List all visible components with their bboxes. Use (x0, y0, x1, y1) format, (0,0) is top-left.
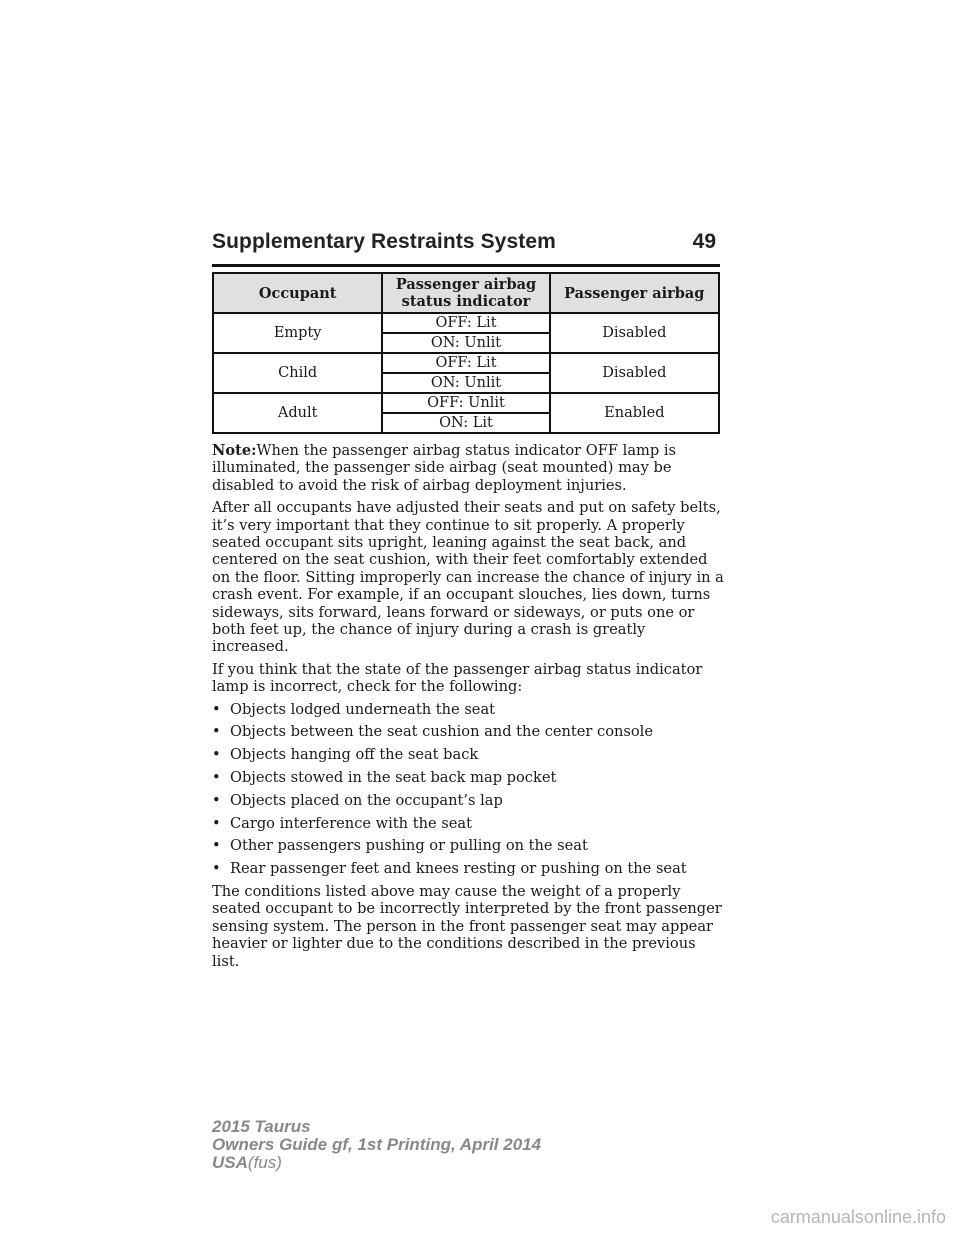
list-item-text: Objects placed on the occupant’s lap (230, 791, 503, 809)
airbag-status-table (212, 272, 720, 434)
body-text (212, 442, 724, 975)
list-item-text: Rear passenger feet and knees resting or pushing on the seat (230, 860, 687, 878)
list-item (212, 792, 724, 809)
bullet-icon: • (212, 700, 221, 718)
table-header-row (213, 273, 719, 313)
footer-region-main: USA (212, 1153, 248, 1172)
list-item-text: Objects hanging off the seat back (230, 746, 479, 764)
list-item (212, 723, 724, 740)
list-item-text: Objects lodged underneath the seat (230, 700, 496, 718)
indicator-on-cell: ON: Unlit (382, 373, 549, 393)
closing-paragraph: The conditions listed above may cause the weight of a properly seated occupant to be incorrectly interpreted by the front passenger sensing system. The person in the front passenger seat may appear heavier or lighter due to the conditions described in the previous list. (212, 883, 722, 970)
column-header-occupant: Occupant (213, 273, 382, 313)
footer-printing: Owners Guide gf, 1st Printing, April 2014 (212, 1135, 542, 1154)
indicator-on-cell: ON: Lit (382, 413, 549, 433)
bullet-list (212, 701, 724, 878)
note-label: Note: (212, 442, 257, 459)
list-item (212, 860, 724, 877)
list-item (212, 746, 724, 763)
note-paragraph (212, 442, 724, 494)
occupant-cell: Empty (213, 313, 382, 353)
list-item-text: Cargo interference with the seat (230, 814, 472, 832)
airbag-cell: Disabled (550, 353, 719, 393)
page-header (212, 228, 720, 260)
section-title: Supplementary Restraints System (212, 230, 556, 253)
table-row (213, 393, 719, 413)
page-number: 49 (692, 230, 716, 253)
footer-region (212, 1154, 541, 1172)
header-rule (212, 264, 720, 267)
list-item (212, 837, 724, 854)
footer-region-code: (fus) (247, 1153, 282, 1172)
bullet-icon: • (212, 723, 221, 741)
bullet-icon: • (212, 814, 221, 832)
column-header-indicator: Passenger airbag status indicator (382, 273, 549, 313)
table-row (213, 313, 719, 333)
occupant-cell: Adult (213, 393, 382, 433)
indicator-on-cell: ON: Unlit (382, 333, 549, 353)
indicator-off-cell: OFF: Unlit (382, 393, 549, 413)
bullet-icon: • (212, 837, 221, 855)
indicator-off-cell: OFF: Lit (382, 313, 549, 333)
indicator-off-cell: OFF: Lit (382, 353, 549, 373)
paragraph: After all occupants have adjusted their seats and put on safety belts, it’s very important that they continue to sit properly. A properly seated occupant sits upright, leaning against the seat back, and centered on the seat cushion, with their feet comfortably extended on the floor. Sitting improperly can increase the chance of injury in a crash event. For example, if an occupant slouches, lies down, turns sideways, sits forward, leans forward or sideways, or puts one or both feet up, the chance of injury during a crash is greatly increased. (212, 499, 724, 656)
bullet-icon: • (212, 791, 221, 809)
airbag-cell: Enabled (550, 393, 719, 433)
footer-model: 2015 Taurus (212, 1117, 311, 1136)
list-item (212, 701, 724, 718)
bullet-icon: • (212, 746, 221, 764)
list-item-text: Other passengers pushing or pulling on the seat (230, 837, 588, 855)
list-item-text: Objects stowed in the seat back map pocket (230, 769, 557, 787)
column-header-airbag: Passenger airbag (550, 273, 719, 313)
paragraph: If you think that the state of the passenger airbag status indicator lamp is incorrect, check for the following: (212, 660, 703, 696)
list-item (212, 815, 724, 832)
watermark-text: carmanualsonline.info (770, 1207, 946, 1227)
bullet-icon: • (212, 860, 221, 878)
table-row (213, 353, 719, 373)
airbag-cell: Disabled (550, 313, 719, 353)
document-footer (212, 1118, 541, 1172)
bullet-icon: • (212, 769, 221, 787)
note-text: When the passenger airbag status indicator OFF lamp is illuminated, the passenger side airbag (seat mounted) may be disabled to avoid the risk of airbag deployment injuries. (212, 442, 676, 494)
occupant-cell: Child (213, 353, 382, 393)
list-item (212, 769, 724, 786)
list-item-text: Objects between the seat cushion and the center console (230, 723, 653, 741)
